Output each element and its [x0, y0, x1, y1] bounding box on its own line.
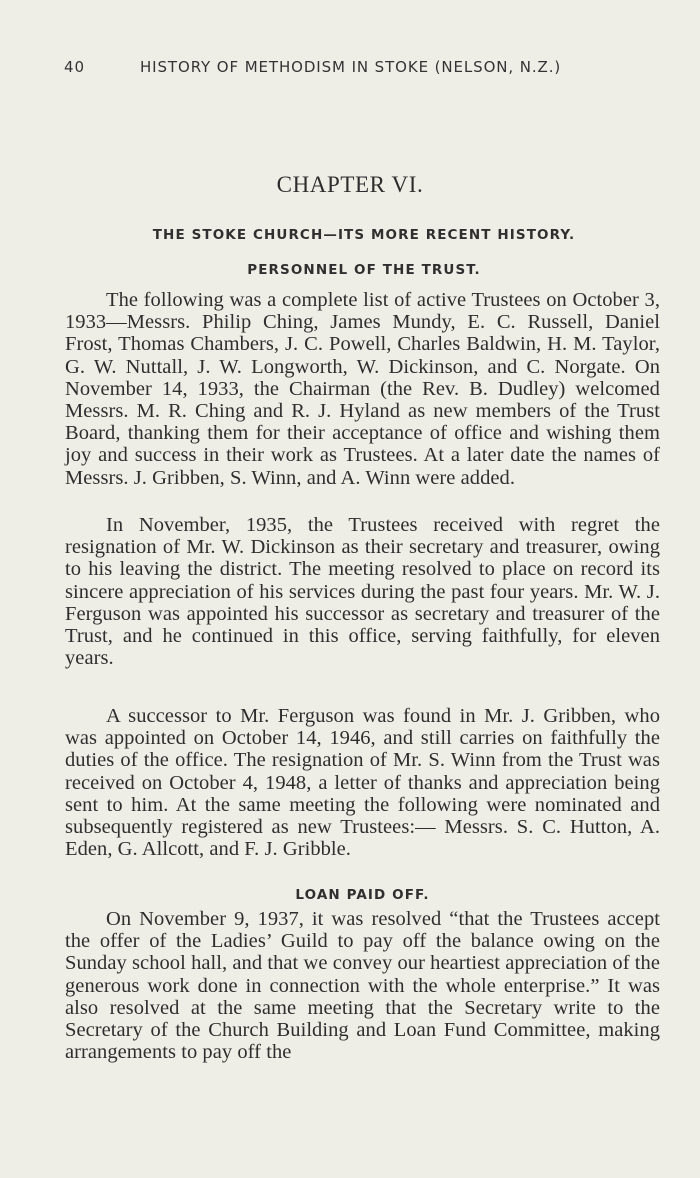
subheading-loan-paid-off: LOAN PAID OFF.	[295, 887, 430, 903]
chapter-title: CHAPTER VI.	[276, 172, 424, 197]
paragraph-trustees-list: The following was a complete list of active Trustees on October 3, 1933—Messrs. Philip Ching, James Mundy, E. C. Russell, Daniel Frost, Thomas Chambers, J. C. Powell, Charles Baldwin, H. M. Taylor, G. W. Nuttall, J. W. Longworth, W. Dickinson, and C. Norgate. On November 14, 1933, the Chairman (the Rev. B. Dudley) welcomed Messrs. M. R. Ching and R. J. Hyland as new members of the Trust Board, thanking them for their acceptance of office and wishing them joy and success in their work as Trustees. At a later date the names of Messrs. J. Gribben, S. Winn, and A. Winn were added.	[65, 289, 660, 489]
running-title: HISTORY OF METHODISM IN STOKE (NELSON, N.Z.)	[140, 58, 562, 76]
subheading-personnel: PERSONNEL OF THE TRUST.	[247, 262, 481, 278]
running-header	[64, 58, 664, 76]
paragraph-gribben-successor: A successor to Mr. Ferguson was found in Mr. J. Gribben, who was appointed on October 14, 1946, and still carries on faithfully the duties of the office. The resignation of Mr. S. Winn from the Trust was received on October 4, 1948, a letter of thanks and appreciation being sent to him. At the same meeting the following were nominated and subsequently registered as new Trustees:— Messrs. S. C. Hutton, A. Eden, G. Allcott, and F. J. Gribble.	[65, 705, 660, 861]
section-heading-main: THE STOKE CHURCH—ITS MORE RECENT HISTORY.	[152, 227, 576, 243]
page-number: 40	[64, 58, 85, 76]
paragraph-dickinson-resignation: In November, 1935, the Trustees received with regret the resignation of Mr. W. Dickinson as their secretary and treasurer, owing to his leaving the district. The meeting resolved to place on record its sincere appreciation of his services during the past four years. Mr. W. J. Ferguson was appointed his successor as secretary and treasurer of the Trust, and he continued in this office, serving faithfully, for eleven years.	[65, 514, 660, 670]
paragraph-loan-resolution: On November 9, 1937, it was resolved “that the Trustees accept the offer of the Ladies’ Guild to pay off the balance owing on the Sunday school hall, and that we convey our heartiest appreciation of the generous work done in connection with the whole enterprise.” It was also resolved at the same meeting that the Secretary write to the Secretary of the Church Building and Loan Fund Committee, making arrangements to pay off the	[65, 908, 660, 1064]
